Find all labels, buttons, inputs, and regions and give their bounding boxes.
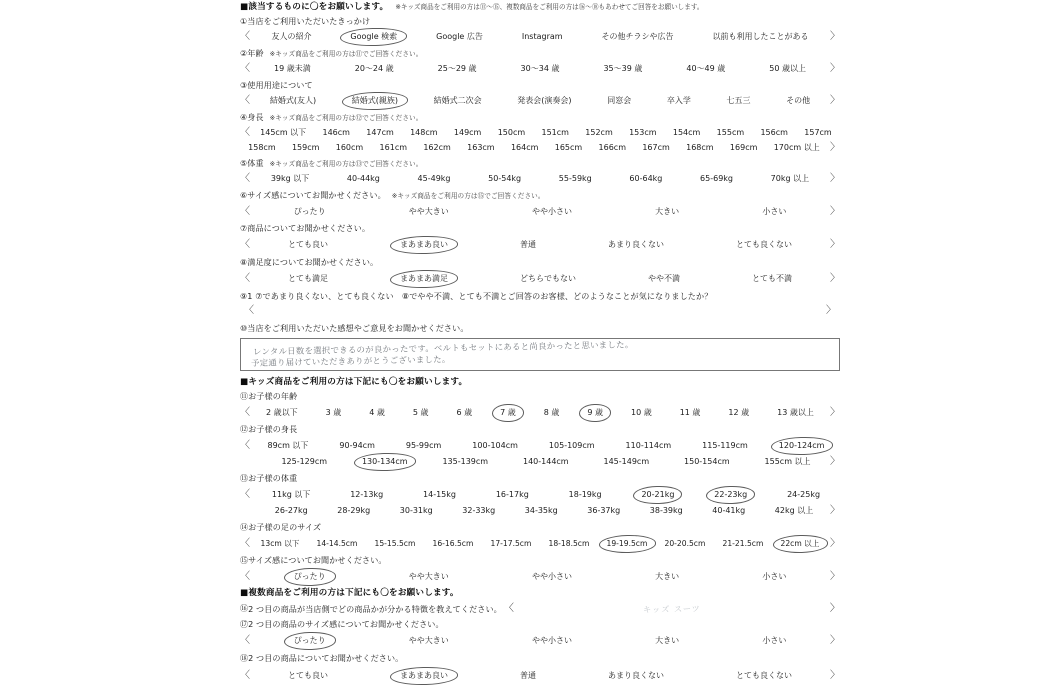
question-12-option-list-1 bbox=[252, 441, 840, 451]
question-8-prompt bbox=[240, 258, 840, 267]
option-q11-6[interactable]: 8 歳 bbox=[543, 408, 560, 418]
bracket-right: 〉 bbox=[826, 304, 836, 316]
option-q17-0[interactable]: ぴったり bbox=[291, 636, 329, 646]
bracket-left: 〈 bbox=[240, 205, 250, 217]
option-q12-7[interactable]: 120-124cm bbox=[776, 441, 828, 451]
question-13-options-row-1 bbox=[240, 490, 840, 500]
option-q7-4[interactable]: とても良くない bbox=[736, 239, 792, 249]
option-q13-1[interactable]: 12-13kg bbox=[350, 490, 384, 500]
question-14-option-list bbox=[252, 539, 828, 549]
question-5-prompt bbox=[240, 159, 840, 168]
question-14-number: ⑭ bbox=[240, 523, 249, 533]
question-13-number: ⑬ bbox=[240, 474, 249, 484]
question-15-text: サイズ感についてお聞かせください。 bbox=[248, 555, 387, 566]
option-q13-11[interactable]: 32-33kg bbox=[462, 506, 496, 516]
question-10-text: 当店をご利用いただいた感想やご意見をお聞かせください。 bbox=[247, 322, 469, 333]
option-q5-7[interactable]: 70kg 以上 bbox=[770, 173, 810, 183]
option-q6-4[interactable]: 小さい bbox=[762, 206, 787, 216]
bracket-left: 〈 bbox=[240, 172, 250, 184]
question-10-number: ⑩ bbox=[240, 323, 248, 333]
kids-section-heading bbox=[240, 378, 840, 387]
question-3-number: ③ bbox=[240, 80, 248, 90]
option-q1-0[interactable]: 友人の紹介 bbox=[271, 31, 312, 41]
question-13-option-list-1 bbox=[252, 490, 840, 500]
question-9-answer-line[interactable] bbox=[240, 306, 840, 316]
question-11-prompt bbox=[240, 392, 840, 401]
question-17-number: ⑰ bbox=[240, 619, 249, 629]
option-q12-9[interactable]: 130-134cm bbox=[359, 457, 411, 467]
option-q14-0[interactable]: 13cm 以下 bbox=[260, 539, 300, 549]
option-q12-2[interactable]: 95-99cm bbox=[405, 441, 442, 451]
question-15-options bbox=[240, 572, 840, 582]
question-4-options-row-1 bbox=[240, 128, 840, 138]
option-q18-0[interactable]: とても良い bbox=[288, 670, 328, 680]
option-q12-14[interactable]: 155cm 以上 bbox=[764, 457, 811, 467]
option-q17-1[interactable]: やや大きい bbox=[408, 635, 449, 645]
option-q11-1[interactable]: 3 歳 bbox=[325, 408, 342, 418]
question-4-option-list-1 bbox=[252, 128, 840, 138]
question-14-text: お子様の足のサイズ bbox=[248, 522, 322, 533]
option-q13-14[interactable]: 38-39kg bbox=[649, 506, 683, 516]
option-q13-10[interactable]: 30-31kg bbox=[399, 506, 433, 516]
option-q5-3[interactable]: 50-54kg bbox=[488, 173, 522, 183]
question-6-prompt bbox=[240, 191, 840, 200]
question-12-options-row-2 bbox=[240, 457, 840, 467]
question-5-text: 体重 bbox=[247, 157, 264, 168]
question-3-options bbox=[240, 96, 840, 106]
question-11-option-list bbox=[252, 408, 828, 418]
question-8-text: 満足度についてお聞かせください。 bbox=[247, 256, 379, 267]
bracket-left: 〈 bbox=[240, 272, 250, 284]
option-q11-0[interactable]: 2 歳以下 bbox=[265, 408, 298, 418]
option-q3-1[interactable]: 結婚式(親族) bbox=[349, 96, 401, 106]
bracket-left: 〈 bbox=[240, 126, 250, 138]
option-q4-2[interactable]: 147cm bbox=[366, 127, 394, 137]
option-q18-4[interactable]: とても良くない bbox=[736, 670, 792, 680]
question-12-options-row-1 bbox=[240, 441, 840, 451]
multi-section-heading-text: ■複数商品をご利用の方は下記にも〇をお願いします。 bbox=[240, 588, 459, 599]
option-q1-1[interactable]: Google 検索 bbox=[347, 32, 400, 42]
option-q7-2[interactable]: 普通 bbox=[520, 239, 536, 249]
option-q5-1[interactable]: 40-44kg bbox=[346, 173, 380, 183]
question-10-comment-box[interactable] bbox=[240, 338, 840, 371]
option-q1-3[interactable]: Instagram bbox=[521, 31, 563, 41]
question-16-answer-wrap[interactable] bbox=[514, 605, 830, 613]
option-q4-4[interactable]: 149cm bbox=[453, 127, 482, 137]
option-q4-15[interactable]: 160cm bbox=[335, 142, 364, 152]
question-3-prompt bbox=[240, 81, 840, 90]
question-13-options-row-2 bbox=[240, 506, 840, 516]
question-11-number: ⑪ bbox=[240, 392, 249, 402]
option-q5-4[interactable]: 55-59kg bbox=[558, 173, 592, 183]
question-15-number: ⑮ bbox=[240, 556, 249, 566]
option-q6-3[interactable]: 大きい bbox=[655, 206, 680, 216]
option-q3-3[interactable]: 発表会(演奏会) bbox=[517, 95, 572, 105]
option-q17-2[interactable]: やや小さい bbox=[531, 635, 572, 645]
option-q3-7[interactable]: その他 bbox=[786, 95, 811, 105]
bracket-right: 〉 bbox=[829, 602, 840, 614]
option-q2-3[interactable]: 30～34 歳 bbox=[520, 63, 560, 73]
bracket-right: 〉 bbox=[830, 62, 840, 74]
question-6-number: ⑥ bbox=[240, 190, 248, 200]
option-q2-4[interactable]: 35～39 歳 bbox=[603, 63, 643, 73]
option-q12-10[interactable]: 135-139cm bbox=[442, 457, 489, 467]
question-4-note: ※キッズ商品をご利用の方は⑫でご回答ください。 bbox=[269, 113, 423, 122]
option-q13-4[interactable]: 18-19kg bbox=[568, 490, 602, 500]
option-q4-18[interactable]: 163cm bbox=[467, 142, 495, 152]
question-8-options bbox=[240, 274, 840, 284]
bracket-right: 〉 bbox=[830, 407, 840, 419]
option-q4-11[interactable]: 156cm bbox=[760, 127, 788, 137]
option-q12-1[interactable]: 90-94cm bbox=[339, 441, 375, 451]
question-1-option-list bbox=[252, 32, 828, 42]
bracket-left: 〈 bbox=[244, 304, 254, 316]
option-q1-2[interactable]: Google 広告 bbox=[436, 31, 483, 41]
question-18-number: ⑱ bbox=[240, 653, 249, 663]
question-1-options bbox=[240, 32, 840, 42]
question-18-options bbox=[240, 671, 840, 681]
question-7-prompt bbox=[240, 224, 840, 233]
option-q12-6[interactable]: 115-119cm bbox=[702, 441, 748, 451]
option-q13-6[interactable]: 22-23kg bbox=[711, 490, 750, 500]
option-q14-8[interactable]: 21-21.5cm bbox=[722, 539, 764, 549]
question-12-text: お子様の身長 bbox=[248, 424, 298, 435]
question-17-prompt bbox=[240, 620, 840, 629]
option-q4-9[interactable]: 154cm bbox=[672, 127, 701, 137]
option-q4-25[interactable]: 170cm 以上 bbox=[773, 142, 820, 152]
option-q14-7[interactable]: 20-20.5cm bbox=[664, 539, 706, 549]
option-q12-3[interactable]: 100-104cm bbox=[472, 441, 518, 451]
question-17-options bbox=[240, 636, 840, 646]
option-q18-1[interactable]: まあまあ良い bbox=[397, 671, 451, 681]
question-15-option-list bbox=[252, 572, 828, 582]
question-13-option-list-2 bbox=[240, 506, 828, 516]
question-2-number: ② bbox=[240, 48, 248, 58]
option-q14-9[interactable]: 22cm 以上 bbox=[778, 539, 823, 549]
bracket-right: 〉 bbox=[830, 30, 840, 42]
option-q4-19[interactable]: 164cm bbox=[510, 142, 539, 152]
option-q13-13[interactable]: 36-37kg bbox=[587, 506, 621, 516]
option-q4-24[interactable]: 169cm bbox=[729, 142, 758, 152]
option-q17-4[interactable]: 小さい bbox=[762, 635, 787, 645]
bracket-right: 〉 bbox=[830, 172, 840, 184]
question-6-note: ※キッズ商品をご利用の方は⑮でご回答ください。 bbox=[391, 191, 545, 200]
question-7-text: 商品についてお聞かせください。 bbox=[247, 222, 371, 233]
option-q1-4[interactable]: その他チラシや広告 bbox=[601, 31, 674, 41]
main-section-heading bbox=[240, 3, 840, 12]
option-q6-2[interactable]: やや小さい bbox=[531, 206, 572, 216]
option-q1-5[interactable]: 以前も利用したことがある bbox=[712, 31, 809, 41]
question-13-text: お子様の体重 bbox=[248, 473, 298, 484]
question-12-number: ⑫ bbox=[240, 425, 249, 435]
question-16-prompt bbox=[240, 604, 840, 614]
bracket-right: 〉 bbox=[830, 94, 840, 106]
option-q8-1[interactable]: まあまあ満足 bbox=[397, 274, 451, 284]
option-q4-17[interactable]: 162cm bbox=[423, 142, 451, 152]
question-4-number: ④ bbox=[240, 112, 248, 122]
bracket-right: 〉 bbox=[830, 272, 840, 284]
question-15-prompt bbox=[240, 556, 840, 565]
option-q15-3[interactable]: 大きい bbox=[655, 572, 680, 582]
option-q4-12[interactable]: 157cm bbox=[804, 127, 832, 137]
option-q14-3[interactable]: 16-16.5cm bbox=[432, 539, 474, 549]
question-12-prompt bbox=[240, 425, 840, 434]
option-q13-5[interactable]: 20-21kg bbox=[638, 490, 677, 500]
question-5-number: ⑤ bbox=[240, 158, 248, 168]
option-q11-8[interactable]: 10 歳 bbox=[630, 408, 652, 418]
option-q5-6[interactable]: 65-69kg bbox=[700, 173, 734, 183]
option-q7-1[interactable]: まあまあ良い bbox=[397, 240, 451, 250]
option-q5-0[interactable]: 39kg 以下 bbox=[270, 173, 310, 183]
option-q18-3[interactable]: あまり良くない bbox=[608, 670, 664, 680]
main-section-note: ※キッズ商品をご利用の方は⑪～⑮、複数商品をご利用の方は⑯～⑱もあわせてご回答をお願いします。 bbox=[395, 3, 704, 11]
option-q4-13[interactable]: 158cm bbox=[248, 142, 276, 152]
option-q17-3[interactable]: 大きい bbox=[655, 635, 680, 645]
bracket-left: 〈 bbox=[240, 634, 250, 646]
option-q8-4[interactable]: とても不満 bbox=[751, 273, 792, 283]
bracket-right: 〉 bbox=[830, 634, 840, 646]
option-q13-15[interactable]: 40-41kg bbox=[712, 506, 746, 516]
bracket-right: 〉 bbox=[830, 205, 840, 217]
question-3-text: 使用用途について bbox=[247, 79, 313, 90]
question-7-number: ⑦ bbox=[240, 223, 248, 233]
option-q11-2[interactable]: 4 歳 bbox=[369, 408, 385, 418]
option-q13-16[interactable]: 42kg 以上 bbox=[774, 506, 814, 516]
option-q4-8[interactable]: 153cm bbox=[629, 127, 657, 137]
option-q4-16[interactable]: 161cm bbox=[379, 142, 408, 152]
question-16-text: 2 つ目の商品が当店側でどの商品かが分かる特徴を教えてください。 bbox=[248, 603, 502, 614]
option-q3-2[interactable]: 結婚式二次会 bbox=[433, 95, 482, 105]
question-2-option-list bbox=[252, 64, 828, 74]
option-q11-3[interactable]: 5 歳 bbox=[412, 408, 429, 418]
question-2-text: 年齢 bbox=[247, 47, 264, 58]
question-14-options bbox=[240, 539, 840, 549]
option-q11-5[interactable]: 7 歳 bbox=[497, 408, 519, 418]
bracket-right: 〉 bbox=[830, 141, 840, 153]
question-1-number: ① bbox=[240, 16, 248, 26]
question-18-text: 2 つ目の商品についてお聞かせください。 bbox=[248, 652, 404, 663]
option-q7-3[interactable]: あまり良くない bbox=[608, 239, 664, 249]
bracket-left: 〈 bbox=[240, 407, 250, 419]
option-q2-5[interactable]: 40～49 歳 bbox=[686, 63, 726, 73]
question-2-note: ※キッズ商品をご利用の方は⑪でご回答ください。 bbox=[269, 49, 423, 58]
question-18-option-list bbox=[252, 671, 828, 681]
option-q4-23[interactable]: 168cm bbox=[686, 142, 714, 152]
option-q3-4[interactable]: 同窓会 bbox=[607, 95, 632, 105]
option-q14-2[interactable]: 15-15.5cm bbox=[374, 539, 416, 549]
question-9-number: ⑨ bbox=[240, 291, 248, 301]
handwritten-comment-line-2: 予定通り届けていただきありがとうございました。 bbox=[250, 353, 451, 368]
option-q3-6[interactable]: 七五三 bbox=[726, 95, 751, 105]
question-4-text: 身長 bbox=[247, 111, 264, 122]
bracket-left: 〈 bbox=[240, 94, 250, 106]
question-14-prompt bbox=[240, 523, 840, 532]
question-5-option-list bbox=[252, 174, 828, 184]
bracket-right: 〉 bbox=[830, 538, 840, 550]
option-q14-4[interactable]: 17-17.5cm bbox=[490, 539, 532, 549]
question-1-text: 当店をご利用いただいたきっかけ bbox=[247, 15, 371, 26]
option-q4-10[interactable]: 155cm bbox=[716, 127, 745, 137]
option-q2-1[interactable]: 20～24 歳 bbox=[354, 63, 394, 73]
bracket-right: 〉 bbox=[830, 505, 840, 517]
bracket-left: 〈 bbox=[240, 238, 250, 250]
option-q13-3[interactable]: 16-17kg bbox=[495, 490, 529, 500]
bracket-left: 〈 bbox=[240, 571, 250, 583]
option-q13-7[interactable]: 24-25kg bbox=[787, 490, 821, 500]
question-2-prompt bbox=[240, 49, 840, 58]
option-q6-0[interactable]: ぴったり bbox=[293, 206, 326, 216]
bracket-left: 〈 bbox=[240, 30, 250, 42]
handwritten-comment-line-1: レンタル日数を選択できるのが良かったです。ベルトもセットにあると尚良かったと思いました。 bbox=[252, 338, 634, 357]
question-1-prompt bbox=[240, 17, 840, 26]
question-4-prompt bbox=[240, 113, 840, 122]
option-q5-5[interactable]: 60-64kg bbox=[629, 173, 663, 183]
question-12-option-list-2 bbox=[240, 457, 828, 467]
question-11-text: お子様の年齢 bbox=[248, 391, 298, 402]
option-q13-12[interactable]: 34-35kg bbox=[524, 506, 558, 516]
question-8-number: ⑧ bbox=[240, 257, 248, 267]
option-q8-2[interactable]: どちらでもない bbox=[520, 273, 576, 283]
question-17-option-list bbox=[252, 636, 828, 646]
option-q12-0[interactable]: 89cm 以下 bbox=[267, 441, 309, 451]
question-3-option-list bbox=[252, 96, 828, 106]
question-16-number: ⑯ bbox=[240, 603, 249, 613]
question-7-options bbox=[240, 240, 840, 250]
option-q4-6[interactable]: 151cm bbox=[541, 127, 569, 137]
question-6-options bbox=[240, 207, 840, 217]
question-16-answer-text: キッズ スーツ bbox=[642, 603, 701, 615]
option-q13-0[interactable]: 11kg 以下 bbox=[271, 490, 311, 500]
option-q5-2[interactable]: 45-49kg bbox=[417, 173, 451, 183]
multi-section-heading bbox=[240, 589, 840, 598]
option-q11-10[interactable]: 12 歳 bbox=[728, 408, 750, 418]
option-q11-7[interactable]: 9 歳 bbox=[584, 408, 606, 418]
bracket-right: 〉 bbox=[830, 456, 840, 468]
question-9-text: 1 ⑦であまり良くない、とても良くない ⑧でやや不満、とても不満とご回答のお客様、どのようなことが気になりましたか？ bbox=[247, 290, 713, 301]
option-q7-0[interactable]: とても良い bbox=[288, 239, 328, 249]
question-8-option-list bbox=[252, 274, 828, 284]
option-q12-8[interactable]: 125-129cm bbox=[281, 457, 328, 467]
question-2-options bbox=[240, 64, 840, 74]
question-10-prompt bbox=[240, 324, 840, 333]
option-q15-2[interactable]: やや小さい bbox=[531, 572, 572, 582]
option-q13-8[interactable]: 26-27kg bbox=[274, 506, 308, 516]
option-q11-9[interactable]: 11 歳 bbox=[679, 408, 701, 418]
option-q8-3[interactable]: やや不満 bbox=[647, 273, 680, 283]
survey-sheet bbox=[240, 0, 840, 681]
option-q12-12[interactable]: 145-149cm bbox=[603, 457, 650, 467]
option-q15-1[interactable]: やや大きい bbox=[408, 572, 449, 582]
option-q14-1[interactable]: 14-14.5cm bbox=[316, 539, 358, 549]
question-4-option-list-2 bbox=[240, 143, 828, 153]
option-q4-1[interactable]: 146cm bbox=[322, 127, 350, 137]
option-q12-5[interactable]: 110-114cm bbox=[625, 441, 672, 451]
question-4-options-row-2 bbox=[240, 143, 840, 153]
option-q2-6[interactable]: 50 歳以上 bbox=[769, 63, 806, 73]
option-q4-0[interactable]: 145cm 以下 bbox=[260, 127, 307, 137]
option-q2-2[interactable]: 25～29 歳 bbox=[437, 63, 477, 73]
bracket-right: 〉 bbox=[830, 571, 840, 583]
option-q15-0[interactable]: ぴったり bbox=[291, 572, 329, 582]
kids-section-heading-text: ■キッズ商品をご利用の方は下記にも〇をお願いします。 bbox=[240, 376, 468, 387]
question-6-text: サイズ感についてお聞かせください。 bbox=[247, 189, 386, 200]
question-5-options bbox=[240, 174, 840, 184]
bracket-right: 〉 bbox=[830, 238, 840, 250]
option-q15-4[interactable]: 小さい bbox=[762, 572, 787, 582]
question-5-note: ※キッズ商品をご利用の方は⑬でご回答ください。 bbox=[269, 159, 423, 168]
question-9-prompt bbox=[240, 292, 840, 301]
option-q14-6[interactable]: 19-19.5cm bbox=[604, 539, 651, 549]
option-q4-3[interactable]: 148cm bbox=[410, 127, 438, 137]
option-q8-0[interactable]: とても満足 bbox=[288, 273, 328, 283]
bracket-left: 〈 bbox=[240, 440, 250, 452]
option-q4-14[interactable]: 159cm bbox=[291, 142, 320, 152]
option-q4-7[interactable]: 152cm bbox=[585, 127, 613, 137]
question-18-prompt bbox=[240, 654, 840, 663]
option-q3-5[interactable]: 卒入学 bbox=[666, 95, 691, 105]
option-q12-4[interactable]: 105-109cm bbox=[548, 441, 595, 451]
option-q3-0[interactable]: 結婚式(友人) bbox=[269, 95, 317, 105]
question-17-text: 2 つ目の商品のサイズ感についてお聞かせください。 bbox=[248, 618, 444, 629]
option-q4-22[interactable]: 167cm bbox=[642, 142, 670, 152]
option-q4-21[interactable]: 166cm bbox=[598, 142, 626, 152]
question-6-option-list bbox=[252, 207, 828, 217]
bracket-left: 〈 bbox=[503, 602, 514, 614]
option-q11-4[interactable]: 6 歳 bbox=[456, 408, 473, 418]
bracket-left: 〈 bbox=[240, 62, 250, 74]
option-q11-11[interactable]: 13 歳以上 bbox=[777, 408, 814, 418]
option-q13-9[interactable]: 28-29kg bbox=[337, 506, 371, 516]
option-q4-20[interactable]: 165cm bbox=[554, 142, 583, 152]
option-q12-13[interactable]: 150-154cm bbox=[684, 457, 730, 467]
bracket-left: 〈 bbox=[240, 489, 250, 501]
option-q2-0[interactable]: 19 歳未満 bbox=[274, 63, 311, 73]
option-q14-5[interactable]: 18-18.5cm bbox=[548, 539, 590, 549]
option-q18-2[interactable]: 普通 bbox=[520, 670, 536, 680]
main-section-heading-text: ■該当するものに〇をお願いします。 bbox=[240, 2, 389, 12]
option-q6-1[interactable]: やや大きい bbox=[408, 206, 449, 216]
option-q12-11[interactable]: 140-144cm bbox=[522, 457, 569, 467]
question-13-prompt bbox=[240, 474, 840, 483]
bracket-right: 〉 bbox=[830, 669, 840, 681]
option-q13-2[interactable]: 14-15kg bbox=[423, 490, 456, 500]
option-q4-5[interactable]: 150cm bbox=[497, 127, 526, 137]
question-7-option-list bbox=[252, 240, 828, 250]
bracket-left: 〈 bbox=[240, 669, 250, 681]
question-11-options bbox=[240, 408, 840, 418]
bracket-left: 〈 bbox=[240, 538, 250, 550]
